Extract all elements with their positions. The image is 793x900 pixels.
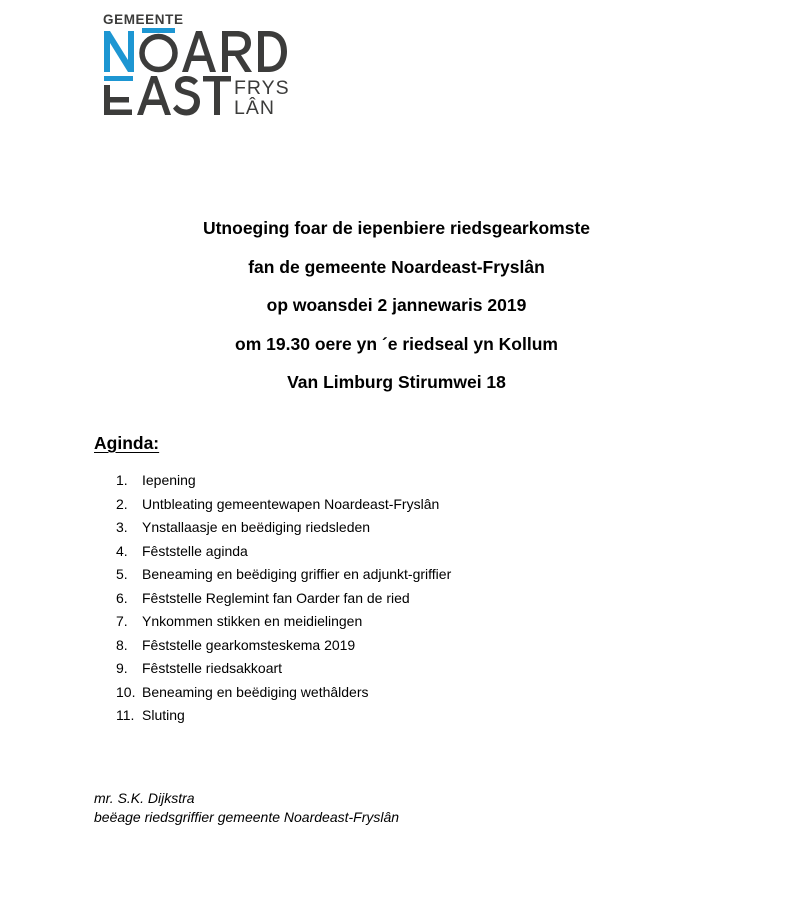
svg-text:LÂN: LÂN (234, 97, 275, 119)
signature-block (94, 789, 399, 827)
agenda-list (116, 470, 451, 729)
agenda-item (116, 635, 451, 659)
agenda-item-number: 8. (116, 636, 128, 653)
invitation-line: Van Limburg Stirumwei 18 (287, 372, 506, 392)
agenda-item (116, 658, 451, 682)
svg-text:GEMEENTE: GEMEENTE (103, 12, 184, 27)
agenda-item-text: Fêststelle riedsakkoart (142, 660, 283, 676)
agenda-item (116, 705, 451, 729)
agenda-item (116, 494, 451, 518)
municipality-logo (102, 10, 292, 120)
agenda-item-text: Ynkommen stikken en meidielingen (142, 613, 363, 629)
agenda-item (116, 541, 451, 565)
agenda-item-number: 4. (116, 542, 128, 559)
agenda-title: Aginda: (94, 433, 160, 453)
svg-text:FRYS: FRYS (234, 77, 290, 99)
agenda-item (116, 611, 451, 635)
invitation-line: fan de gemeente Noardeast-Fryslân (248, 256, 545, 277)
logo-mark (102, 10, 292, 120)
agenda-item-number: 1. (116, 472, 128, 488)
agenda-item-text: Ynstallaasje en beëdiging riedsleden (142, 519, 371, 535)
agenda-item-number: 2. (116, 495, 128, 512)
agenda-item-number: 6. (116, 589, 128, 606)
agenda-item-text: Sluting (142, 707, 185, 723)
agenda-item (116, 588, 451, 612)
agenda-item (116, 682, 451, 706)
agenda-item-text: Untbleating gemeentewapen Noardeast-Fryslân (142, 495, 440, 512)
agenda-item-number: 5. (116, 566, 128, 582)
agenda-item-text: Fêststelle aginda (142, 542, 248, 559)
agenda-item-number: 3. (116, 519, 128, 535)
invitation-line: Utnoeging foar de iepenbiere riedsgearkomste (202, 218, 591, 238)
agenda-item (116, 517, 451, 541)
agenda-item-text: Fêststelle gearkomsteskema 2019 (142, 636, 356, 653)
signature-name: mr. S.K. Dijkstra (94, 790, 195, 806)
agenda-item-text: Fêststelle Reglemint fan Oarder fan de ried (142, 589, 410, 606)
agenda-item-number: 9. (116, 660, 128, 676)
agenda-item-number: 11. (116, 707, 135, 723)
invitation-line: om 19.30 oere yn ´e riedseal yn Kollum (235, 333, 558, 354)
agenda-item-number: 7. (116, 613, 128, 629)
agenda-item-text: Iepening (142, 472, 196, 488)
agenda-item (116, 470, 451, 494)
agenda-item-text: Beneaming en beëdiging griffier en adjunkt-griffier (142, 566, 452, 582)
invitation-heading (0, 209, 793, 402)
agenda-item-text: Beneaming en beëdiging wethâlders (142, 683, 369, 700)
invitation-line: op woansdei 2 jannewaris 2019 (266, 295, 527, 315)
signature-role: beëage riedsgriffier gemeente Noardeast-Fryslân (94, 809, 400, 825)
agenda-item (116, 564, 451, 588)
agenda-item-number: 10. (116, 683, 136, 700)
